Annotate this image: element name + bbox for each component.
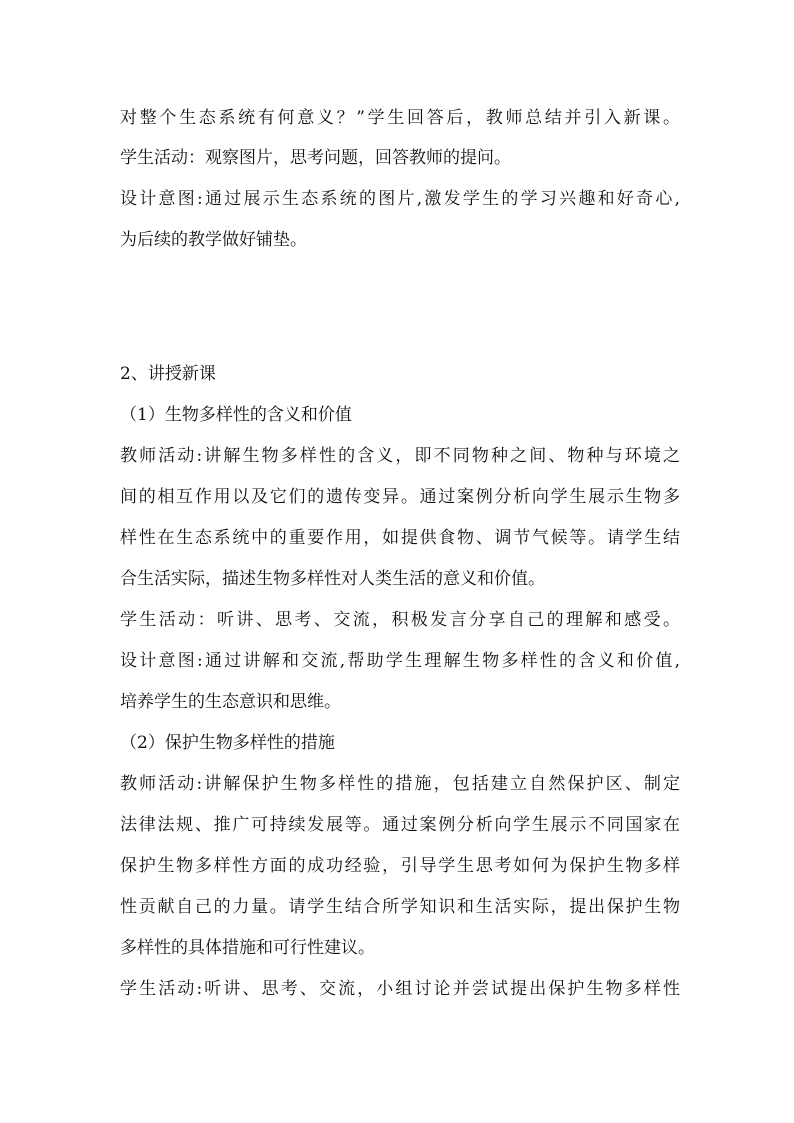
subsection-heading: （2）保护生物多样性的措施 bbox=[120, 733, 335, 753]
paragraph-line: 教师活动:讲解生物多样性的含义，即不同物种之间、物种与环境之 bbox=[120, 446, 680, 466]
section-heading: 2、讲授新课 bbox=[120, 364, 216, 384]
paragraph-line: 多样性的具体措施和可行性建议。 bbox=[120, 938, 375, 958]
paragraph-line: 培养学生的生态意识和思维。 bbox=[120, 692, 341, 712]
paragraph-line: 为后续的教学做好铺垫。 bbox=[120, 230, 307, 250]
subsection-heading: （1）生物多样性的含义和价值 bbox=[120, 405, 352, 425]
paragraph-line: 设计意图:通过讲解和交流,帮助学生理解生物多样性的含义和价值, bbox=[120, 651, 680, 671]
paragraph-line: 保护生物多样性方面的成功经验，引导学生思考如何为保护生物多样 bbox=[120, 856, 680, 876]
paragraph-line: 学生活动：观察图片，思考问题，回答教师的提问。 bbox=[120, 148, 511, 168]
paragraph-line: 学生活动:听讲、思考、交流，小组讨论并尝试提出保护生物多样性 bbox=[120, 979, 680, 999]
paragraph-line: 法律法规、推广可持续发展等。通过案例分析向学生展示不同国家在 bbox=[120, 815, 680, 835]
paragraph-line: 样性在生态系统中的重要作用，如提供食物、调节气候等。请学生结 bbox=[120, 528, 680, 548]
paragraph-line: 学生活动：听讲、思考、交流，积极发言分享自己的理解和感受。 bbox=[120, 610, 680, 630]
paragraph-line: 间的相互作用以及它们的遗传变异。通过案例分析向学生展示生物多 bbox=[120, 487, 680, 507]
paragraph-line: 对整个生态系统有何意义？”学生回答后，教师总结并引入新课。 bbox=[120, 108, 680, 128]
paragraph-line: 性贡献自己的力量。请学生结合所学知识和生活实际，提出保护生物 bbox=[120, 897, 680, 917]
paragraph-line: 设计意图:通过展示生态系统的图片,激发学生的学习兴趣和好奇心, bbox=[120, 189, 680, 209]
paragraph-line: 合生活实际，描述生物多样性对人类生活的意义和价值。 bbox=[120, 569, 545, 589]
paragraph-line: 教师活动:讲解保护生物多样性的措施，包括建立自然保护区、制定 bbox=[120, 774, 680, 794]
